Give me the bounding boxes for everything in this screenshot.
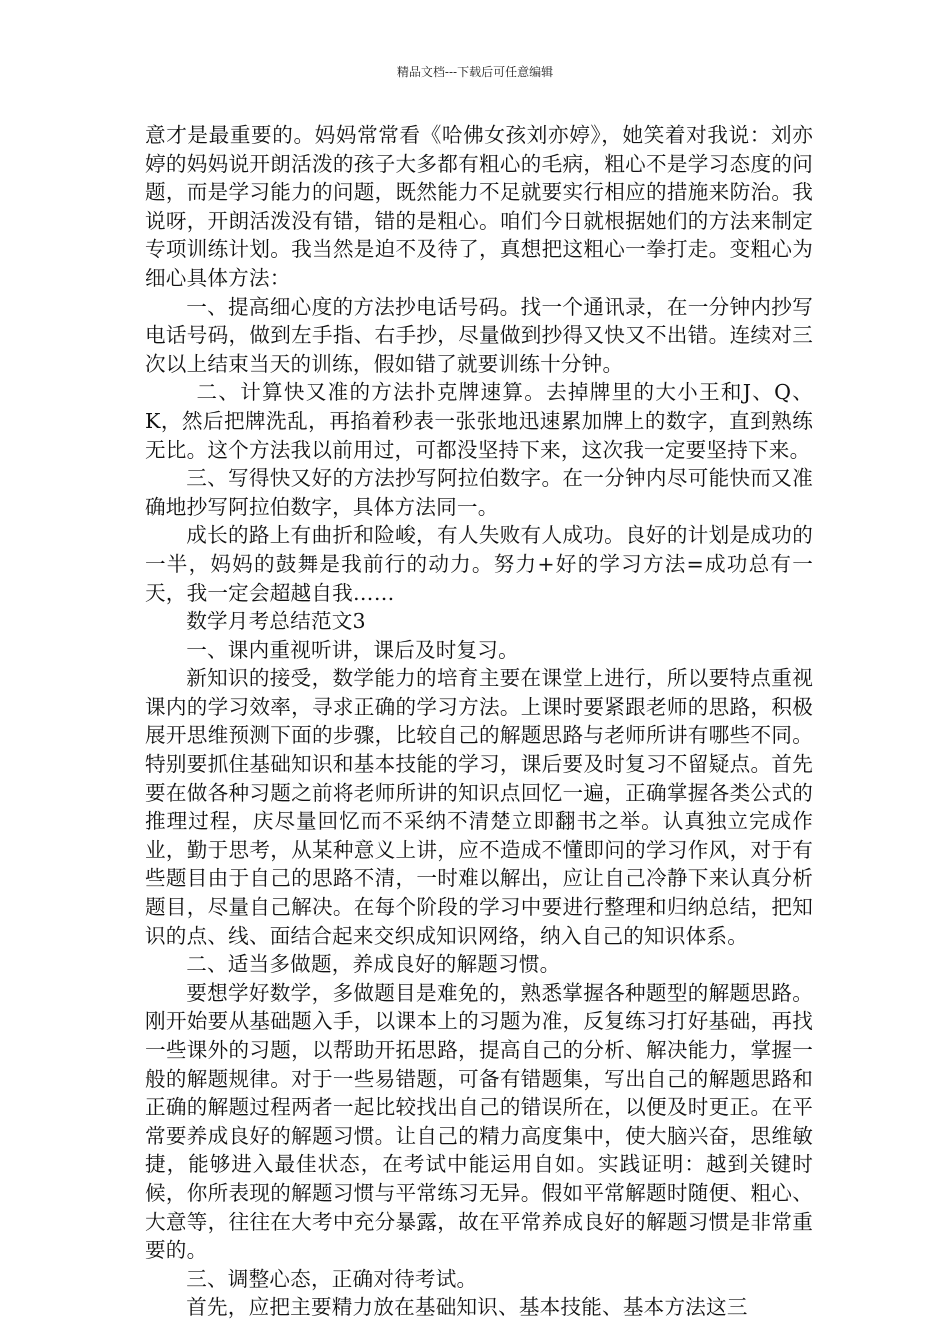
paragraph-5: 成长的路上有曲折和险峻，有人失败有人成功。良好的计划是成功的一半，妈妈的鼓舞是我前行的动力。努力+好的学习方法=成功总有一天，我一定会超越自我……	[145, 523, 813, 605]
heading-2: 二、适当多做题，养成良好的解题习惯。	[186, 952, 561, 977]
paragraph-2: 一、提高细心度的方法抄电话号码。找一个通讯录，在一分钟内抄写电话号码，做到左手指、右手抄，尽量做到抄得又快又不出错。连续对三次以上结束当天的训练，假如错了就要训练十分钟。	[145, 294, 813, 376]
paragraph-1: 意才是最重要的。妈妈常常看《哈佛女孩刘亦婷》，她笑着对我说：刘亦婷的妈妈说开朗活泼的孩子大多都有粗心的毛病，粗心不是学习态度的问题，而是学习能力的问题，既然能力不足就要实行相应的措施来防治。我说呀，开朗活泼没有错，错的是粗心。咱们今日就根据她们的方法来制定专项训练计划。我当然是迫不及待了，真想把这粗心一拳打走。变粗心为细心具体方法：	[145, 123, 813, 290]
heading-1: 一、课内重视听讲，课后及时复习。	[186, 637, 519, 662]
heading-3: 三、调整心态，正确对待考试。	[186, 1266, 478, 1291]
paragraph-8: 首先，应把主要精力放在基础知识、基本技能、基本方法这三	[186, 1295, 748, 1320]
document-body	[145, 121, 813, 1322]
section-title: 数学月考总结范文3	[186, 609, 366, 634]
paragraph-3: 二、计算快又准的方法扑克牌速算。去掉牌里的大小王和J、Q、K，然后把牌洗乱，再掐着秒表一张张地迅速累加牌上的数字，直到熟练无比。这个方法我以前用过，可都没坚持下来，这次我一定要坚持下来。	[145, 380, 813, 462]
page-header: 精品文档---下载后可任意编辑	[396, 65, 554, 79]
paragraph-4: 三、写得快又好的方法抄写阿拉伯数字。在一分钟内尽可能快而又准确地抄写阿拉伯数字，具体方法同一。	[145, 466, 813, 519]
paragraph-6: 新知识的接受，数学能力的培育主要在课堂上进行，所以要特点重视课内的学习效率，寻求正确的学习方法。上课时要紧跟老师的思路，积极展开思维预测下面的步骤，比较自己的解题思路与老师所讲有哪些不同。特别要抓住基础知识和基本技能的学习，课后要及时复习不留疑点。首先要在做各种习题之前将老师所讲的知识点回忆一遍，正确掌握各类公式的推理过程，庆尽量回忆而不采纳不清楚立即翻书之举。认真独立完成作业，勤于思考，从某种意义上讲，应不造成不懂即问的学习作风，对于有些题目由于自己的思路不清，一时难以解出，应让自己冷静下来认真分析题目，尽量自己解决。在每个阶段的学习中要进行整理和归纳总结，把知识的点、线、面结合起来交织成知识网络，纳入自己的知识体系。	[145, 666, 813, 948]
paragraph-7: 要想学好数学，多做题目是难免的，熟悉掌握各种题型的解题思路。刚开始要从基础题入手，以课本上的习题为准，反复练习打好基础，再找一些课外的习题，以帮助开拓思路，提高自己的分析、解决能力，掌握一般的解题规律。对于一些易错题，可备有错题集，写出自己的解题思路和正确的解题过程两者一起比较找出自己的错误所在，以便及时更正。在平常要养成良好的解题习惯。让自己的精力高度集中，使大脑兴奋，思维敏捷，能够进入最佳状态，在考试中能运用自如。实践证明：越到关键时候，你所表现的解题习惯与平常练习无异。假如平常解题时随便、粗心、大意等，往往在大考中充分暴露，故在平常养成良好的解题习惯是非常重要的。	[145, 980, 813, 1263]
